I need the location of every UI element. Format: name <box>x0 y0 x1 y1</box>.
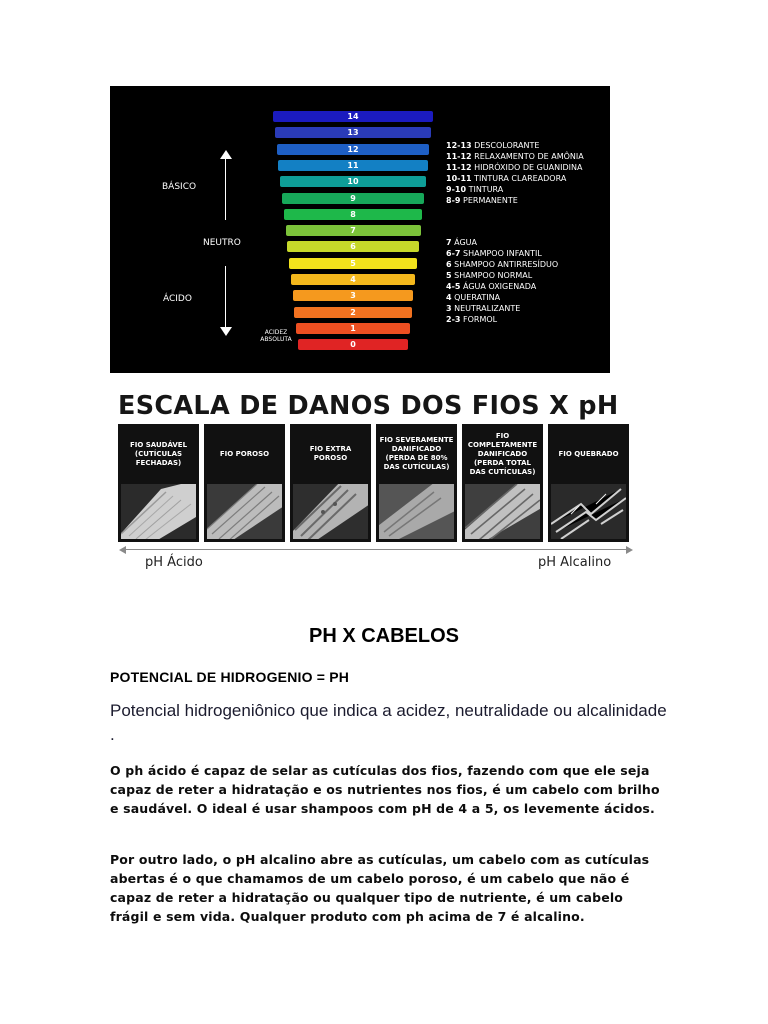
legend-item <box>446 270 532 281</box>
legend-product: NEUTRALIZANTE <box>454 304 521 313</box>
arrow-up-icon <box>220 150 232 159</box>
legend-range: 4 <box>446 293 452 302</box>
arrow-down-icon <box>220 327 232 336</box>
document-title: PH X CABELOS <box>308 625 460 647</box>
legend-range: 6 <box>446 260 452 269</box>
paragraph-alkaline-ph: Por outro lado, o pH alcalino abre as cutículas, um cabelo com as cutículas abertas é o que chamamos de um cabelo poroso, é um cabelo que não é capaz de reter a hidratação ou qualquer tipo de nutriente, é um cabelo frágil e sem vida. Qualquer produto com ph acima de 7 é alcalino. <box>110 852 650 924</box>
legend-range: 8-9 <box>446 196 461 205</box>
legend-product: FORMOL <box>463 315 498 324</box>
stage-label: FIO COMPLETAMENTE DANIFICADO (PERDA TOTAL DAS CUTÍCULAS) <box>467 431 538 476</box>
legend-item <box>446 195 518 206</box>
axis-label-alkaline: pH Alcalino <box>538 555 612 570</box>
legend-item <box>446 314 497 325</box>
stage-card <box>462 424 543 542</box>
damage-scale-title: ESCALA DE DANOS DOS FIOS X pH <box>118 391 619 421</box>
hair-micrograph-broken <box>551 484 626 539</box>
legend-product: SHAMPOO ANTIRRESÍDUO <box>454 260 559 269</box>
ph-bar-1: 1 <box>296 323 410 334</box>
legend-item <box>446 281 536 292</box>
arrow-left-icon <box>119 546 126 554</box>
stage-label: FIO SAUDÁVEL (CUTÍCULAS FECHADAS) <box>129 440 188 467</box>
axis-label-acid: pH Ácido <box>145 555 203 570</box>
legend-range: 10-11 <box>446 174 472 183</box>
legend-item <box>446 292 500 303</box>
legend-item <box>446 140 539 151</box>
legend-product: HIDRÓXIDO DE GUANIDINA <box>474 163 583 172</box>
acid-label: ÁCIDO <box>163 294 192 304</box>
absolute-acidity-label: ACIDEZ ABSOLUTA <box>260 329 292 343</box>
legend-product: ÁGUA OXIGENADA <box>463 282 537 291</box>
legend-product: DESCOLORANTE <box>474 141 540 150</box>
stage-card <box>204 424 285 542</box>
legend-item <box>446 162 582 173</box>
ph-bar-10: 10 <box>280 176 426 187</box>
stage-card <box>376 424 457 542</box>
arrow-up-line <box>225 158 226 220</box>
legend-item <box>446 248 542 259</box>
legend-range: 11-12 <box>446 152 472 161</box>
hair-micrograph-porous <box>207 484 282 539</box>
ph-definition: Potencial hidrogeniônico que indica a acidez, neutralidade ou alcalinidade . <box>110 701 667 744</box>
ph-scale-infographic <box>110 86 610 373</box>
legend-product: TINTURA CLAREADORA <box>474 174 567 183</box>
legend-product: QUERATINA <box>454 293 501 302</box>
legend-range: 3 <box>446 304 452 313</box>
paragraph-acid-ph: O ph ácido é capaz de selar as cutículas dos fios, fazendo com que ele seja capaz de reter a hidratação e os nutrientes nos fios, é um cabelo com brilho e saudável. O ideal é usar shampoos com pH de 4 a 5, os levemente ácidos. <box>110 763 660 816</box>
ph-bar-6: 6 <box>287 241 418 252</box>
legend-item <box>446 151 584 162</box>
stage-card <box>290 424 371 542</box>
legend-product: SHAMPOO NORMAL <box>454 271 533 280</box>
legend-item <box>446 237 477 248</box>
ph-bar-14: 14 <box>273 111 433 122</box>
stage-label: FIO QUEBRADO <box>558 449 619 458</box>
stage-label: FIO EXTRA POROSO <box>309 445 352 462</box>
ph-bar-7: 7 <box>286 225 421 236</box>
legend-product: TINTURA <box>468 185 504 194</box>
legend-product: RELAXAMENTO DE AMÔNIA <box>474 152 584 161</box>
legend-range: 6-7 <box>446 249 461 258</box>
arrow-right-icon <box>626 546 633 554</box>
legend-range: 11-12 <box>446 163 472 172</box>
document-subtitle: POTENCIAL DE HIDROGENIO = PH <box>110 669 350 685</box>
ph-bar-8: 8 <box>284 209 423 220</box>
legend-product: PERMANENTE <box>463 196 518 205</box>
stage-label: FIO POROSO <box>219 449 270 458</box>
legend-product: ÁGUA <box>454 238 477 247</box>
ph-bar-3: 3 <box>293 290 414 301</box>
stage-card <box>118 424 199 542</box>
ph-bar-12: 12 <box>277 144 430 155</box>
legend-item <box>446 259 558 270</box>
hair-micrograph-completely-damaged <box>465 484 540 539</box>
ph-bar-9: 9 <box>282 193 424 204</box>
ph-bar-2: 2 <box>294 307 411 318</box>
ph-bar-0: 0 <box>298 339 408 350</box>
hair-micrograph-extra-porous <box>293 484 368 539</box>
stage-label: FIO SEVERAMENTE DANIFICADO (PERDA DE 80% DAS CUTÍCULAS) <box>379 436 454 471</box>
legend-item <box>446 303 520 314</box>
hair-micrograph-healthy <box>121 484 196 539</box>
legend-range: 4-5 <box>446 282 461 291</box>
legend-range: 2-3 <box>446 315 461 324</box>
legend-item <box>446 184 503 195</box>
basic-label: BÁSICO <box>162 182 197 192</box>
ph-bar-13: 13 <box>275 127 431 138</box>
legend-range: 7 <box>446 238 452 247</box>
ph-axis-line <box>124 549 628 550</box>
legend-item <box>446 173 566 184</box>
legend-range: 12-13 <box>446 141 472 150</box>
legend-product: SHAMPOO INFANTIL <box>463 249 542 258</box>
ph-bar-4: 4 <box>291 274 415 285</box>
stage-card <box>548 424 629 542</box>
ph-bar-11: 11 <box>278 160 427 171</box>
neutral-label: NEUTRO <box>203 238 241 248</box>
ph-bar-5: 5 <box>289 258 417 269</box>
arrow-down-line <box>225 266 226 328</box>
legend-range: 5 <box>446 271 452 280</box>
legend-range: 9-10 <box>446 185 467 194</box>
hair-micrograph-severely-damaged <box>379 484 454 539</box>
